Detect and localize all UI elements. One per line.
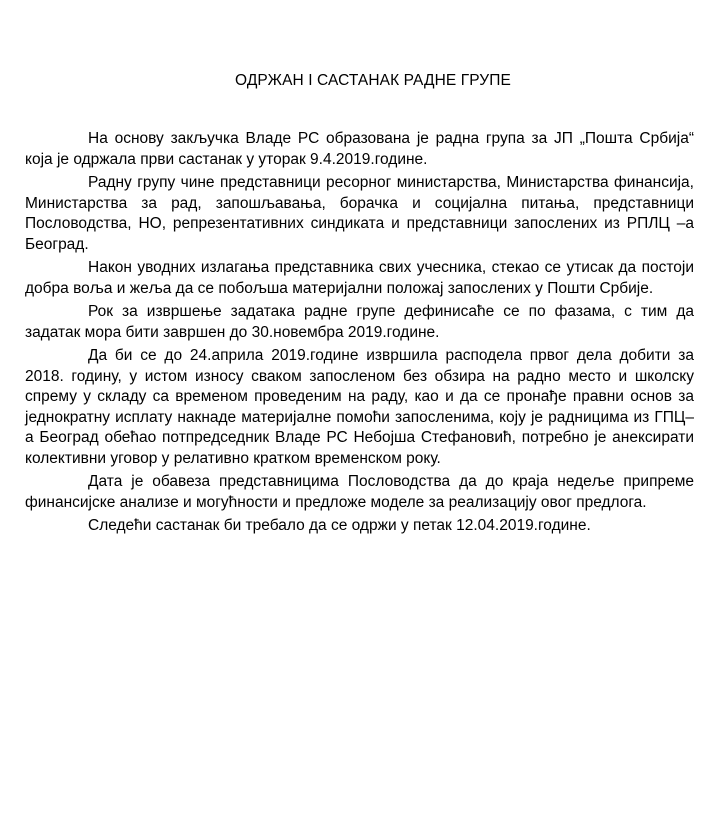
paragraph-profit-distribution: Да би се до 24.априла 2019.године извршила расподела првог дела добити за 2018. годину, у истом износу сваком запосленом без обзира на радно место и школску спрему у складу са временом проведеним на раду, као и да се пронађе правни основ за једнократну исплату накнаде материјалне помоћи запосленима, коју је радницима из ГПЦ–а Београд обећао потпредседник Владе РС Небојша Стефановић, потребно је анексирати колективни уговор у релативно кратком временском року. xyxy=(25,347,694,467)
paragraph-deadline: Рок за извршење задатака радне групе дефинисаће се по фазама, с тим да задатак мора бити завршен до 30.новембра 2019.године. xyxy=(25,303,694,341)
paragraph-group-members: Радну групу чине представници ресорног министарства, Министарства финансија, Министарства за рад, запошљавања, борачка и социјална питања, представници Пословодства, НО, репрезентативних синдиката и представници запослених из РПЛЦ –а Београд. xyxy=(25,174,694,253)
paragraph-management-obligation: Дата је обавеза представницима Пословодства да до краја недеље припреме финансијске анализе и могућности и предложе моделе за реализацију овог предлога. xyxy=(25,473,694,511)
document-body xyxy=(25,129,694,540)
paragraph-good-will: Након уводних излагања представника свих учесника, стекао се утисак да постоји добра воља и жеља да се побољша материјални положај запослених у Пошти Србије. xyxy=(25,259,694,297)
paragraph-next-meeting: Следећи састанак би требало да се одржи у петак 12.04.2019.године. xyxy=(88,517,591,534)
document-title: ОДРЖАН I САСТАНАК РАДНЕ ГРУПЕ xyxy=(235,72,511,89)
paragraph-working-group-formed: На основу закључка Владе РС образована је радна група за ЈП „Пошта Србија“ која је одржала први састанак у уторак 9.4.2019.године. xyxy=(25,130,694,168)
